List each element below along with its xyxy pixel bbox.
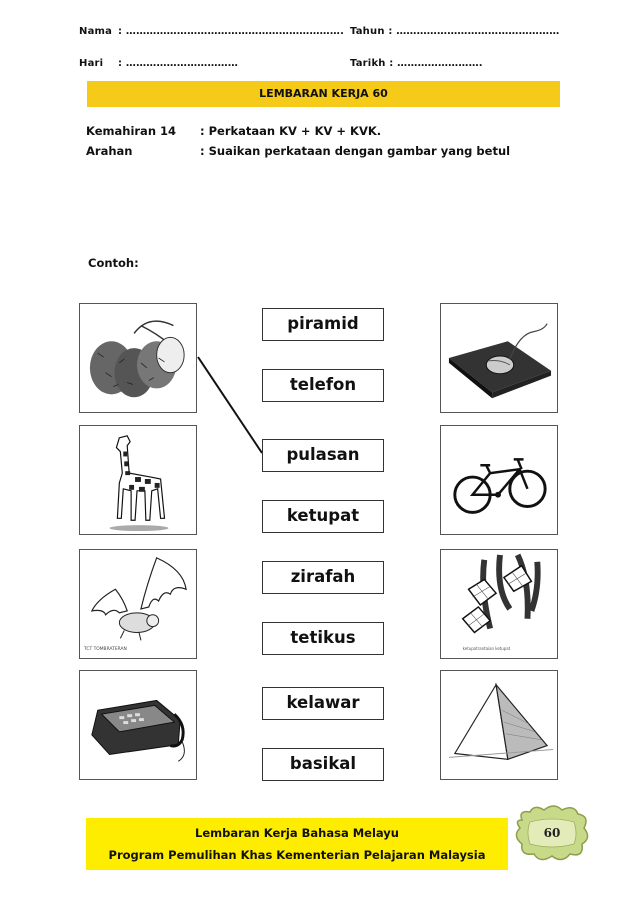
card-bicycle[interactable] [440,425,558,535]
page-number: 60 [543,826,561,840]
bat-icon [80,550,196,658]
bicycle-icon [441,426,557,534]
instruction-label: Arahan [86,144,133,158]
word-box-kelawar[interactable]: kelawar [262,687,384,720]
computer-mouse-icon [441,304,557,412]
word-box-telefon[interactable]: telefon [262,369,384,402]
fax-telephone-icon [80,671,196,779]
ketupat-caption: ketupatrantaian ketupat [462,646,511,652]
day-label: Hari [79,58,104,69]
skill-value: : Perkataan KV + KV + KVK. [200,124,382,138]
card-bat[interactable] [79,549,197,659]
bat-caption: TCT TOMBRATERAN [84,647,127,653]
pyramid-icon [441,671,557,779]
word-box-tetikus[interactable]: tetikus [262,622,384,655]
word-box-ketupat[interactable]: ketupat [262,500,384,533]
card-pyramid[interactable] [440,670,558,780]
word-box-piramid[interactable]: piramid [262,308,384,341]
word-box-basikal[interactable]: basikal [262,748,384,781]
giraffe-icon [80,426,196,534]
instruction-value: : Suaikan perkataan dengan gambar yang betul [200,144,511,158]
name-label: Nama [79,26,113,37]
day-field[interactable]: : …………………………… [118,58,239,69]
date-field[interactable]: Tarikh : ……………………. [350,58,483,69]
word-box-pulasan[interactable]: pulasan [262,439,384,472]
card-mouse[interactable] [440,303,558,413]
name-field[interactable]: : ………………………………………………………. [118,26,345,37]
card-giraffe[interactable] [79,425,197,535]
example-label: Contoh: [88,256,139,270]
card-ketupat[interactable] [440,549,558,659]
year-field[interactable]: Tahun : ………………………………………… [350,26,560,37]
ketupat-icon [441,550,557,658]
footer-line-1: Lembaran Kerja Bahasa Melayu [195,826,399,840]
footer-line-2: Program Pemulihan Khas Kementerian Pelajaran Malaysia [108,848,486,862]
durian-icon [80,304,196,412]
page-number-badge [512,802,592,864]
card-fax[interactable] [79,670,197,780]
skill-label: Kemahiran 14 [86,124,177,138]
card-durian[interactable] [79,303,197,413]
worksheet-title-banner: LEMBARAN KERJA 60 [87,81,560,107]
word-box-zirafah[interactable]: zirafah [262,561,384,594]
